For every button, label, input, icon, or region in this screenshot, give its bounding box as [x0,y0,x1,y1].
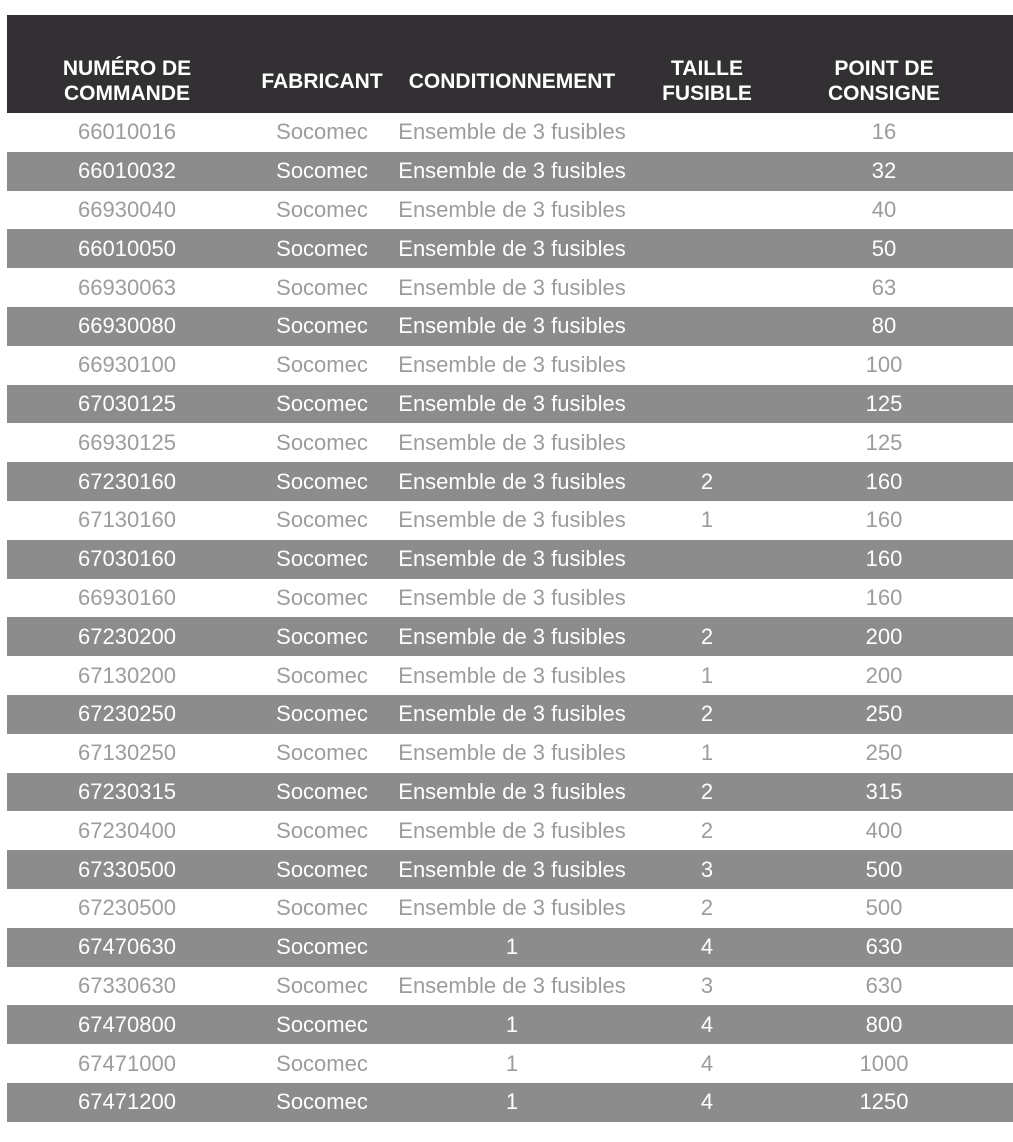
cell-packaging: Ensemble de 3 fusibles [398,313,626,339]
cell-packaging: Ensemble de 3 fusibles [398,778,626,804]
cell-fuse-size: 2 [700,895,714,921]
cell-packaging: Ensemble de 3 fusibles [398,701,626,727]
column-header-label: NUMÉRO DE COMMANDE [62,57,192,105]
table-header [7,15,1013,113]
column-header-manufacturer [247,15,397,113]
cell-packaging: Ensemble de 3 fusibles [398,429,626,455]
cell-set-point: 250 [865,701,903,727]
cell-order-number: 67470630 [78,934,176,960]
table-row [7,579,1013,618]
cell-manufacturer: Socomec [276,662,368,688]
table-row [7,773,1013,812]
cell-packaging: Ensemble de 3 fusibles [398,352,626,378]
cell-set-point: 200 [865,662,903,688]
cell-set-point: 63 [871,274,897,300]
cell-set-point: 1000 [859,1050,909,1076]
cell-packaging: Ensemble de 3 fusibles [398,274,626,300]
cell-order-number: 67230500 [78,895,176,921]
cell-order-number: 66930080 [78,313,176,339]
cell-manufacturer: Socomec [276,235,368,261]
cell-order-number: 66010032 [78,158,176,184]
cell-manufacturer: Socomec [276,817,368,843]
cell-manufacturer: Socomec [276,196,368,222]
table-row [7,423,1013,462]
cell-fuse-size [635,113,793,152]
cell-fuse-size [635,268,793,307]
table-row [7,229,1013,268]
cell-set-point: 100 [865,352,903,378]
cell-packaging: Ensemble de 3 fusibles [398,972,626,998]
table-row [7,656,1013,695]
cell-set-point: 250 [865,740,903,766]
table-row [7,1083,1013,1122]
column-header-set-point [793,15,1013,113]
cell-set-point: 40 [871,196,897,222]
cell-fuse-size: 1 [700,740,714,766]
column-header-label: CONDITIONNEMENT [408,69,616,93]
cell-order-number: 67230200 [78,623,176,649]
table-row [7,540,1013,579]
table-row [7,617,1013,656]
cell-manufacturer: Socomec [276,972,368,998]
product-table-container [7,15,1013,1122]
cell-packaging: Ensemble de 3 fusibles [398,196,626,222]
cell-packaging: Ensemble de 3 fusibles [398,895,626,921]
cell-packaging: 1 [505,1011,519,1037]
table-row [7,1044,1013,1083]
cell-fuse-size: 2 [700,778,714,804]
cell-manufacturer: Socomec [276,158,368,184]
cell-set-point: 160 [865,507,903,533]
cell-manufacturer: Socomec [276,701,368,727]
cell-set-point: 32 [871,158,897,184]
cell-order-number: 67230315 [78,778,176,804]
cell-set-point: 630 [865,934,903,960]
cell-manufacturer: Socomec [276,352,368,378]
cell-set-point: 125 [865,429,903,455]
cell-packaging: 1 [505,1089,519,1115]
cell-packaging: Ensemble de 3 fusibles [398,507,626,533]
cell-order-number: 66010016 [78,119,176,145]
cell-order-number: 67130200 [78,662,176,688]
cell-packaging: Ensemble de 3 fusibles [398,623,626,649]
cell-manufacturer: Socomec [276,895,368,921]
cell-fuse-size: 4 [700,934,714,960]
table-row [7,928,1013,967]
cell-fuse-size: 1 [700,662,714,688]
cell-set-point: 80 [871,313,897,339]
cell-set-point: 160 [865,468,903,494]
cell-fuse-size [635,423,793,462]
cell-order-number: 66930100 [78,352,176,378]
table-header-row [7,15,1013,113]
table-row [7,1005,1013,1044]
cell-order-number: 66930063 [78,274,176,300]
cell-manufacturer: Socomec [276,856,368,882]
cell-order-number: 66930125 [78,429,176,455]
cell-set-point: 16 [871,119,897,145]
cell-fuse-size [635,307,793,346]
column-header-fuse-size [635,15,793,113]
cell-packaging: Ensemble de 3 fusibles [398,235,626,261]
cell-packaging: Ensemble de 3 fusibles [398,817,626,843]
cell-order-number: 67230400 [78,817,176,843]
cell-manufacturer: Socomec [276,429,368,455]
cell-order-number: 67030125 [78,390,176,416]
table-row [7,501,1013,540]
cell-order-number: 66930040 [78,196,176,222]
cell-fuse-size: 2 [700,623,714,649]
table-row [7,889,1013,928]
cell-order-number: 67470800 [78,1011,176,1037]
table-body [7,113,1013,1122]
cell-packaging: Ensemble de 3 fusibles [398,740,626,766]
column-header-label: POINT DE CONSIGNE [827,57,940,105]
cell-set-point: 630 [865,972,903,998]
cell-order-number: 67471000 [78,1050,176,1076]
cell-packaging: 1 [505,1050,519,1076]
cell-set-point: 160 [865,546,903,572]
table-row [7,191,1013,230]
cell-manufacturer: Socomec [276,584,368,610]
cell-set-point: 125 [865,390,903,416]
table-row [7,346,1013,385]
table-row [7,811,1013,850]
cell-packaging: Ensemble de 3 fusibles [398,390,626,416]
cell-fuse-size: 2 [700,817,714,843]
column-header-label: TAILLE FUSIBLE [662,57,752,105]
cell-order-number: 67130250 [78,740,176,766]
cell-fuse-size: 3 [700,972,714,998]
cell-manufacturer: Socomec [276,778,368,804]
cell-order-number: 67230250 [78,701,176,727]
cell-fuse-size [635,191,793,230]
cell-order-number: 67030160 [78,546,176,572]
table-row [7,967,1013,1006]
cell-order-number: 67471200 [78,1089,176,1115]
cell-order-number: 67330630 [78,972,176,998]
cell-fuse-size: 2 [700,701,714,727]
cell-set-point: 500 [865,856,903,882]
cell-fuse-size: 1 [700,507,714,533]
cell-fuse-size [635,540,793,579]
cell-fuse-size [635,229,793,268]
cell-manufacturer: Socomec [276,546,368,572]
column-header-packaging [397,15,635,113]
table-row [7,113,1013,152]
table-row [7,307,1013,346]
cell-manufacturer: Socomec [276,1011,368,1037]
cell-manufacturer: Socomec [276,1050,368,1076]
cell-set-point: 160 [865,584,903,610]
cell-set-point: 800 [865,1011,903,1037]
cell-manufacturer: Socomec [276,507,368,533]
cell-set-point: 1250 [859,1089,909,1115]
cell-fuse-size: 3 [700,856,714,882]
table-row [7,850,1013,889]
cell-fuse-size [635,579,793,618]
cell-packaging: Ensemble de 3 fusibles [398,856,626,882]
cell-packaging: Ensemble de 3 fusibles [398,584,626,610]
table-row [7,734,1013,773]
table-row [7,152,1013,191]
cell-packaging: Ensemble de 3 fusibles [398,546,626,572]
table-row [7,462,1013,501]
cell-set-point: 200 [865,623,903,649]
column-header-label: FABRICANT [261,69,383,93]
cell-fuse-size [635,346,793,385]
cell-order-number: 66010050 [78,235,176,261]
cell-packaging: Ensemble de 3 fusibles [398,468,626,494]
cell-packaging: Ensemble de 3 fusibles [398,662,626,688]
cell-packaging: Ensemble de 3 fusibles [398,158,626,184]
cell-manufacturer: Socomec [276,623,368,649]
cell-order-number: 67130160 [78,507,176,533]
table-row [7,268,1013,307]
cell-manufacturer: Socomec [276,313,368,339]
cell-order-number: 67330500 [78,856,176,882]
cell-manufacturer: Socomec [276,740,368,766]
cell-packaging: 1 [505,934,519,960]
cell-manufacturer: Socomec [276,468,368,494]
cell-fuse-size: 4 [700,1050,714,1076]
cell-fuse-size: 4 [700,1011,714,1037]
cell-set-point: 50 [871,235,897,261]
cell-manufacturer: Socomec [276,1089,368,1115]
cell-fuse-size [635,152,793,191]
cell-fuse-size: 2 [700,468,714,494]
cell-manufacturer: Socomec [276,274,368,300]
cell-set-point: 315 [865,778,903,804]
cell-set-point: 500 [865,895,903,921]
cell-fuse-size: 4 [700,1089,714,1115]
cell-packaging: Ensemble de 3 fusibles [398,119,626,145]
column-header-order-number [7,15,247,113]
cell-fuse-size [635,385,793,424]
cell-set-point: 400 [865,817,903,843]
product-table [7,15,1013,1122]
cell-manufacturer: Socomec [276,934,368,960]
table-row [7,695,1013,734]
cell-order-number: 66930160 [78,584,176,610]
table-row [7,385,1013,424]
cell-manufacturer: Socomec [276,390,368,416]
cell-order-number: 67230160 [78,468,176,494]
cell-manufacturer: Socomec [276,119,368,145]
